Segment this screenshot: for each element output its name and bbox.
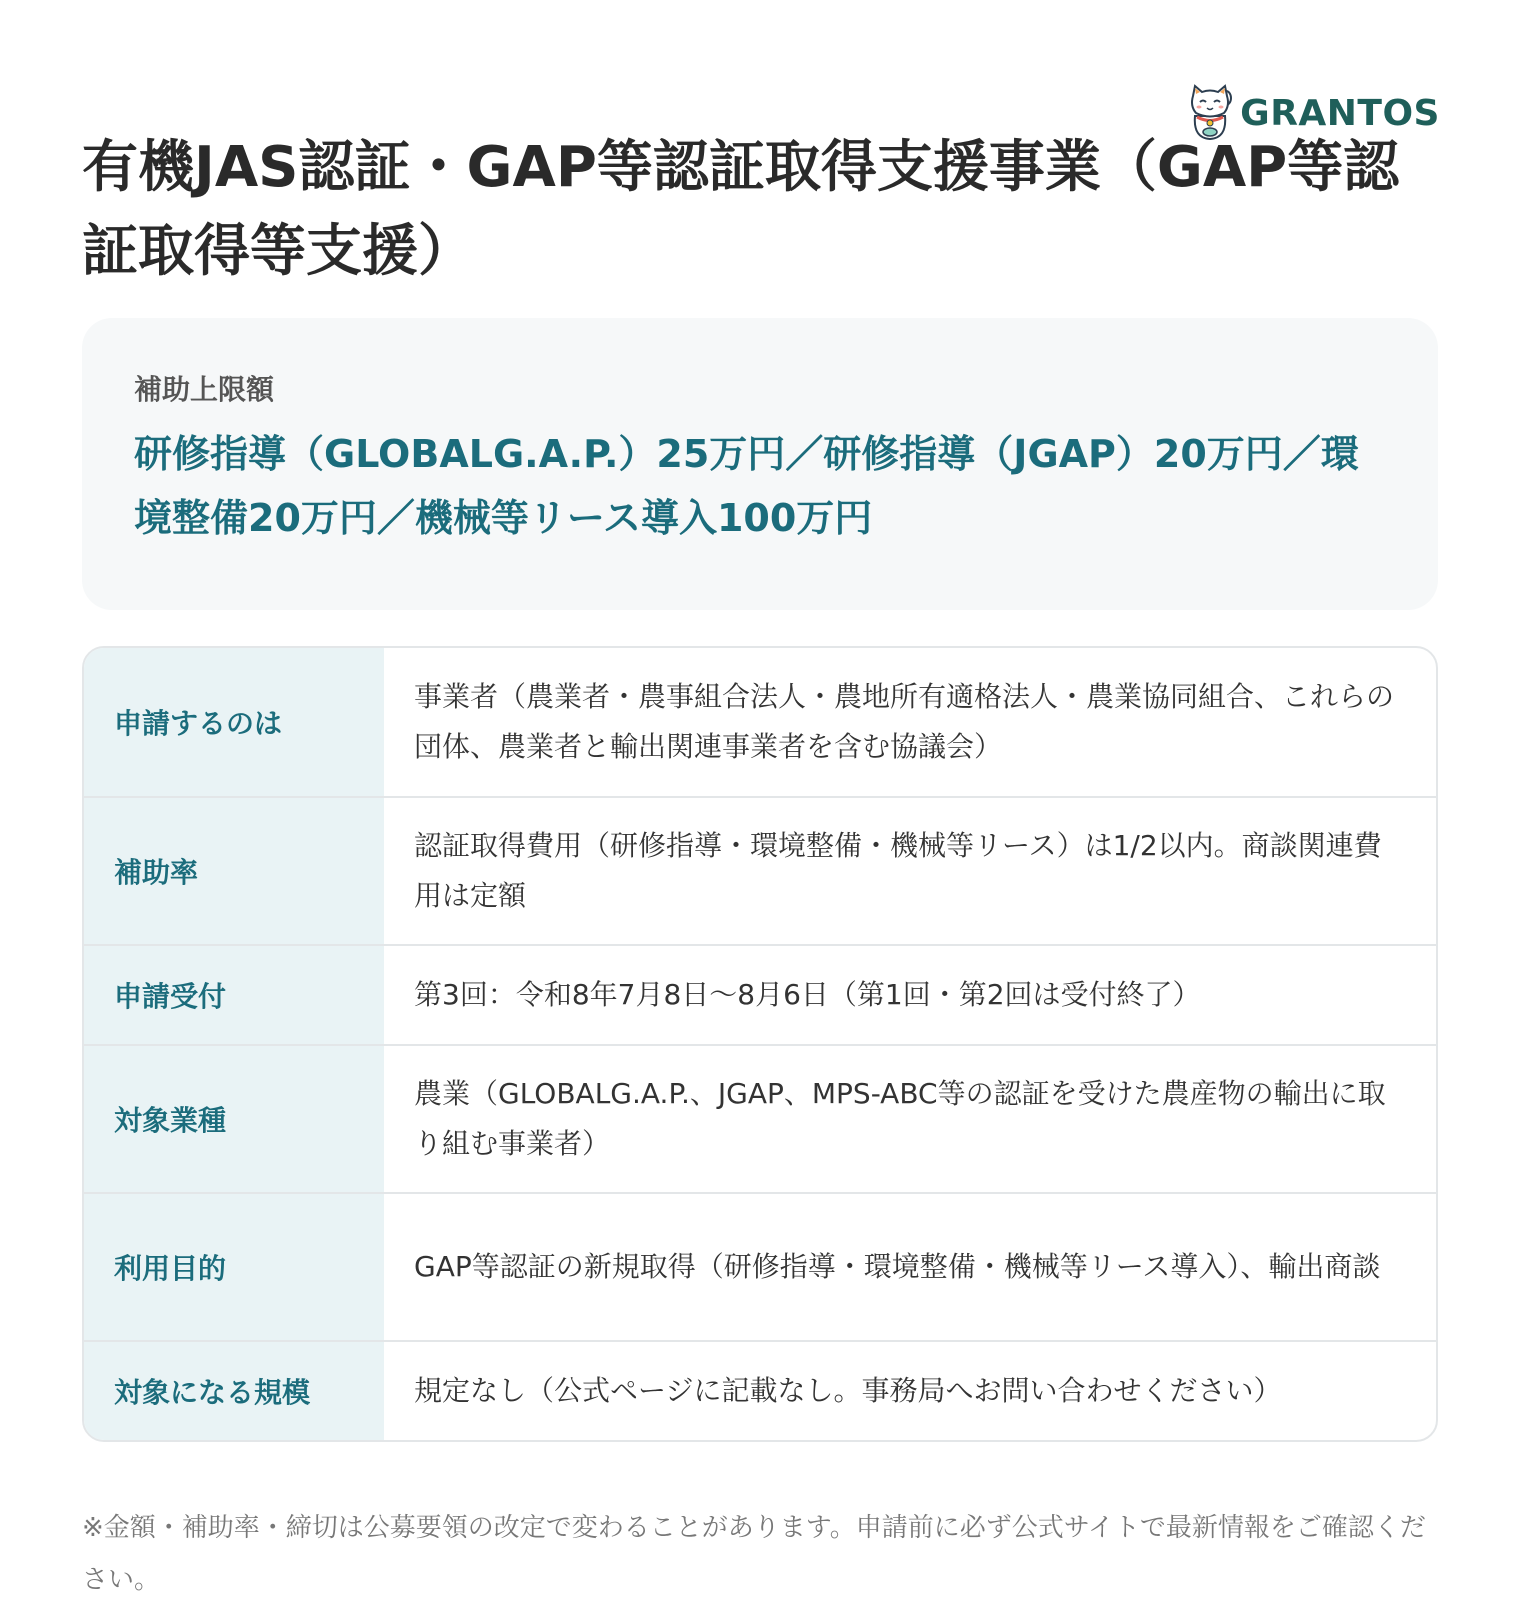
- row-value-subsidy-rate: 認証取得費用（研修指導・環境整備・機械等リース）は1/2以内。商談関連費用は定額: [414, 829, 1382, 912]
- row-value-industry: 農業（GLOBALG.A.P.、JGAP、MPS-ABC等の認証を受けた農産物の輸出に取り組む事業者）: [414, 1077, 1386, 1160]
- row-label-purpose: 利用目的: [84, 1194, 384, 1340]
- page-title: 有機JAS認証・GAP等認証取得支援事業（GAP等認証取得等支援）: [82, 135, 1400, 284]
- row-value-purpose: GAP等認証の新規取得（研修指導・環境整備・機械等リース導入）、輸出商談: [414, 1250, 1381, 1283]
- subsidy-cap-label: 補助上限額: [134, 373, 275, 406]
- row-label-application-period: 申請受付: [84, 946, 384, 1044]
- table-row: [84, 1044, 1436, 1192]
- brand-logo-text: GRANTOS: [1240, 92, 1440, 134]
- disclaimer-note: ※金額・補助率・締切は公募要領の改定で変わることがあります。申請前に必ず公式サイトで最新情報をご確認ください。: [82, 1513, 1426, 1595]
- row-value-application-period: 第3回：令和8年7月8日〜8月6日（第1回・第2回は受付終了）: [414, 978, 1201, 1011]
- row-label-subsidy-rate: 補助率: [84, 798, 384, 944]
- row-value-applicant: 事業者（農業者・農事組合法人・農地所有適格法人・農業協同組合、これらの団体、農業者と輸出関連事業者を含む協議会）: [414, 680, 1395, 763]
- table-row: [84, 944, 1436, 1044]
- row-label-industry: 対象業種: [84, 1046, 384, 1192]
- table-row: [84, 1340, 1436, 1440]
- details-table: [82, 646, 1438, 1442]
- subsidy-cap-value: 研修指導（GLOBALG.A.P.）25万円／研修指導（JGAP）20万円／環境整備20万円／機械等リース導入100万円: [134, 432, 1359, 540]
- row-label-scale: 対象になる規模: [84, 1342, 384, 1440]
- table-row: [84, 648, 1436, 796]
- row-value-scale: 規定なし（公式ページに記載なし。事務局へお問い合わせください）: [414, 1374, 1282, 1407]
- row-label-applicant: 申請するのは: [84, 648, 384, 796]
- subsidy-cap-card: [82, 318, 1438, 610]
- table-row: [84, 796, 1436, 944]
- table-row: [84, 1192, 1436, 1340]
